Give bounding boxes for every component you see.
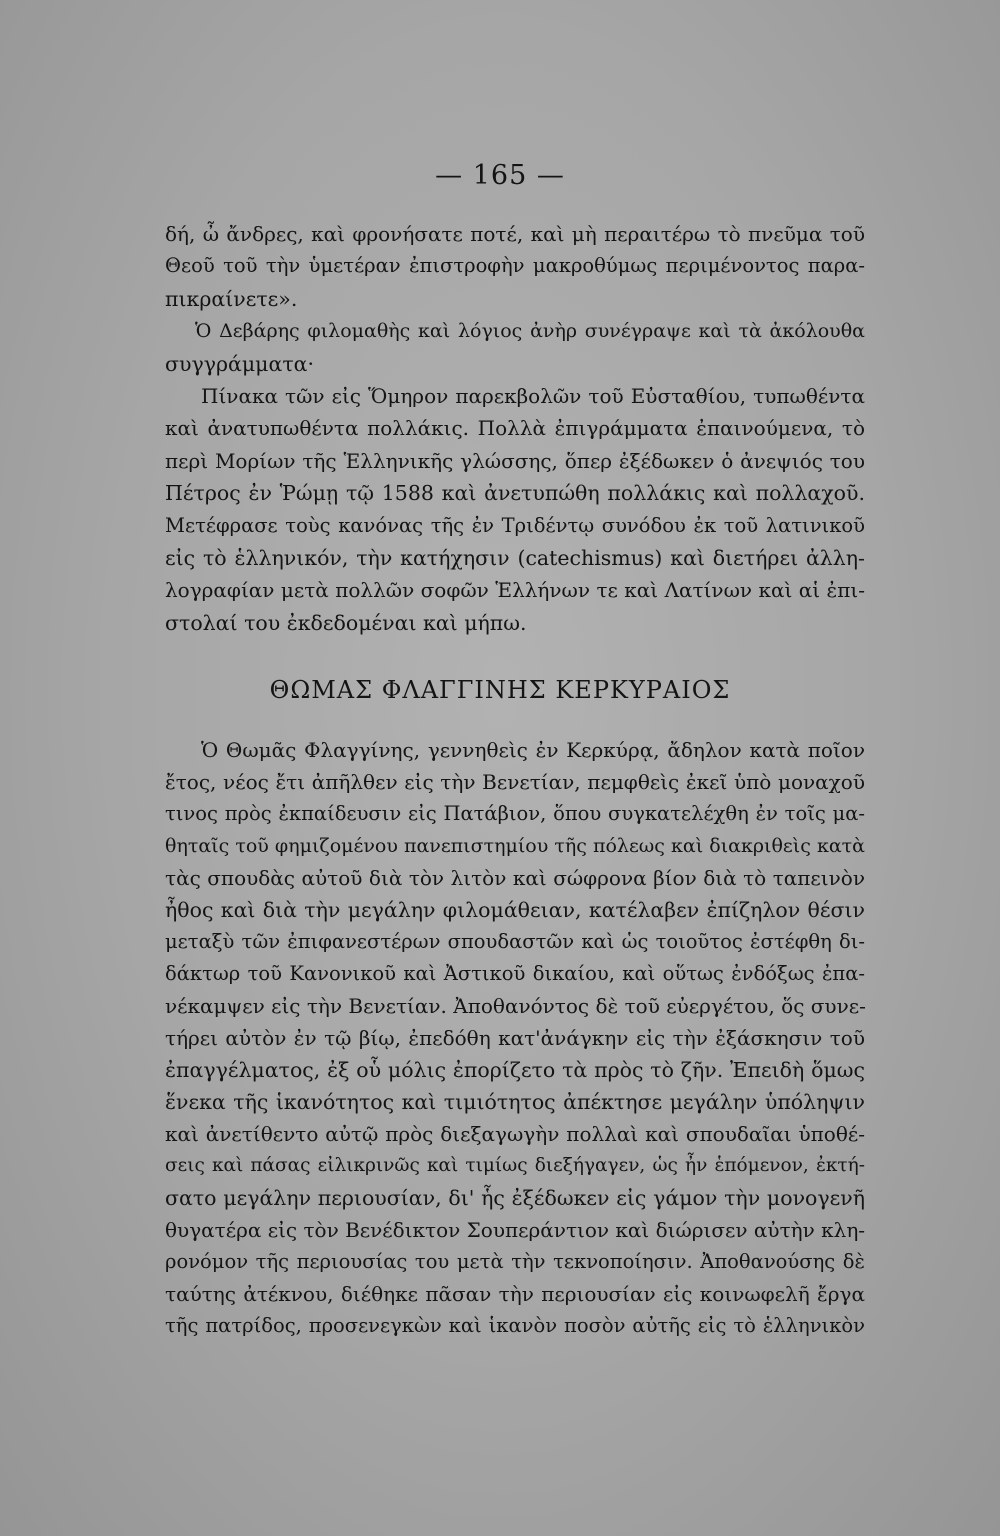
text-line: εἰς τὸ ἑλληνικόν, τὴν κατήχησιν (catechismus) καὶ διετήρει ἀλλη- xyxy=(165,545,865,570)
text-line: καὶ ἀνετίθεντο αὐτῷ πρὸς διεξαγωγὴν πολλαὶ καὶ σπουδαῖαι ὑποθέ- xyxy=(165,1122,865,1146)
text-line: ἕνεκα τῆς ἱκανότητος καὶ τιμιότητος ἀπέκτησε μεγάλην ὑπόληψιν xyxy=(165,1090,865,1114)
text-line: πικραίνετε». xyxy=(165,286,298,311)
text-line: Πίνακα τῶν εἰς Ὅμηρον παρεκβολῶν τοῦ Εὐσταθίου, τυπωθέντα xyxy=(201,383,865,408)
text-line: τὰς σπουδὰς αὐτοῦ διὰ τὸν λιτὸν καὶ σώφρονα βίον διὰ τὸ ταπεινὸν xyxy=(165,866,865,890)
text-line: περὶ Μορίων τῆς Ἑλληνικῆς γλώσσης, ὅπερ ἐξέδωκεν ὁ ἀνεψιός του xyxy=(165,448,865,473)
text-line: συγγράμματα· xyxy=(165,351,315,376)
text-line: ἦθος καὶ διὰ τὴν μεγάλην φιλομάθειαν, κατέλαβεν ἐπίζηλον θέσιν xyxy=(165,898,865,922)
text-line: Ὁ Θωμᾶς Φλαγγίνης, γεννηθεὶς ἐν Κερκύρᾳ, ἄδηλον κατὰ ποῖον xyxy=(201,738,865,762)
text-line: λογραφίαν μετὰ πολλῶν σοφῶν Ἑλλήνων τε καὶ Λατίνων καὶ αἱ ἐπι- xyxy=(165,578,865,603)
text-line: θυγατέρα εἰς τὸν Βενέδικτον Σουπεράντιον καὶ διώρισεν αὐτὴν κλη- xyxy=(165,1218,866,1242)
text-line: Ὁ Δεβάρης φιλομαθὴς καὶ λόγιος ἀνὴρ συνέγραψε καὶ τὰ ἀκόλουθα xyxy=(195,320,865,343)
text-line: ρονόμον τῆς περιουσίας του μετὰ τὴν τεκνοποίησιν. Ἀποθανούσης δὲ xyxy=(165,1250,865,1273)
text-line: ἔτος, νέος ἔτι ἀπῆλθεν εἰς τὴν Βενετίαν, πεμφθεὶς ἐκεῖ ὑπὸ μοναχοῦ xyxy=(165,770,865,794)
text-line: Πέτρος ἐν Ῥώμῃ τῷ 1588 καὶ ἀνετυπώθη πολλάκις καὶ πολλαχοῦ. xyxy=(165,481,865,506)
text-line: Θεοῦ τοῦ τὴν ὑμετέραν ἐπιστροφὴν μακροθύμως περιμένοντος παρα- xyxy=(165,254,865,278)
text-line: δάκτωρ τοῦ Κανονικοῦ καὶ Ἀστικοῦ δικαίου, καὶ οὕτως ἐνδόξως ἐπα- xyxy=(165,962,865,985)
text-line: ἐπαγγέλματος, ἐξ οὗ μόλις ἐπορίζετο τὰ πρὸς τὸ ζῆν. Ἐπειδὴ ὅμως xyxy=(165,1058,865,1082)
text-line: τινος πρὸς ἐκπαίδευσιν εἰς Πατάβιον, ὅπου συγκατελέχθη ἐν τοῖς μα- xyxy=(165,802,865,825)
text-line: θηταῖς τοῦ φημιζομένου πανεπιστημίου τῆς πόλεως καὶ διακριθεὶς κατὰ xyxy=(165,835,865,857)
text-block-after-heading xyxy=(165,734,865,1342)
text-line: σατο μεγάλην περιουσίαν, δι' ἧς ἐξέδωκεν εἰς γάμον τὴν μονογενῆ xyxy=(165,1186,865,1210)
text-line: νέκαμψεν εἰς τὴν Βενετίαν. Ἀποθανόντος δὲ τοῦ εὐεργέτου, ὅς συνε- xyxy=(165,994,866,1018)
page-number: — 165 — xyxy=(435,160,565,191)
text-line: τῆς πατρίδος, προσενεγκὼν καὶ ἱκανὸν ποσὸν αὐτῆς εἰς τὸ ἑλληνικὸν xyxy=(165,1314,865,1337)
text-line: ταύτης ἀτέκνου, διέθηκε πᾶσαν τὴν περιουσίαν εἰς κοινωφελῆ ἔργα xyxy=(165,1282,865,1306)
text-line: καὶ ἀνατυπωθέντα πολλάκις. Πολλὰ ἐπιγράμματα ἐπαινούμενα, τὸ xyxy=(165,416,865,441)
text-line: σεις καὶ πάσας εἰλικρινῶς καὶ τιμίως διεξήγαγεν, ὡς ἦν ἑπόμενον, ἐκτή- xyxy=(165,1155,865,1176)
section-heading: ΘΩΜΑΣ ΦΛΑΓΓΙΝΗΣ ΚΕΡΚΥΡΑΙΟΣ xyxy=(269,676,731,704)
text-line: μεταξὺ τῶν ἐπιφανεστέρων σπουδαστῶν καὶ ὡς τοιοῦτος ἐστέφθη δι- xyxy=(165,930,865,953)
text-line: τήρει αὐτὸν ἐν τῷ βίῳ, ἐπεδόθη κατ'ἀνάγκην εἰς τὴν ἐξάσκησιν τοῦ xyxy=(165,1026,865,1050)
text-line: στολαί του ἐκδεδομέναι καὶ μήπω. xyxy=(165,610,527,635)
text-line: δή, ὦ ἄνδρες, καὶ φρονήσατε ποτέ, καὶ μὴ περαιτέρω τὸ πνεῦμα τοῦ xyxy=(165,222,865,246)
text-block-before-heading xyxy=(165,218,865,639)
text-line: Μετέφρασε τοὺς κανόνας τῆς ἐν Τριδέντῳ συνόδου ἐκ τοῦ λατινικοῦ xyxy=(165,513,865,537)
